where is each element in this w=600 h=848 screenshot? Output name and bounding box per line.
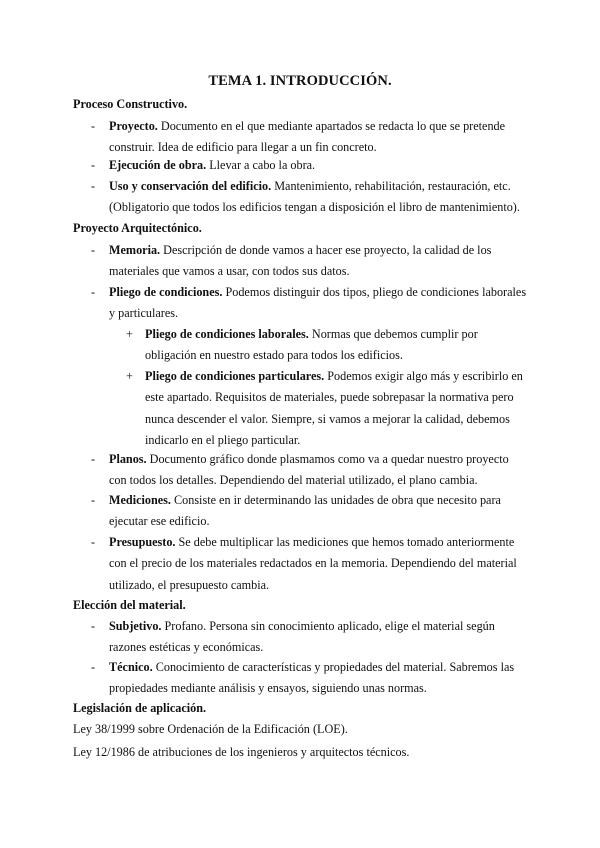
item-text: Documento gráfico donde plasmamos como va a quedar nuestro proyecto con todos los detalles. Dependiendo del material utilizado, el plano cambia. bbox=[109, 452, 509, 488]
item-term: Memoria. bbox=[109, 243, 161, 257]
dash-bullet: - bbox=[91, 158, 96, 172]
law-line: Ley 12/1986 de atribuciones de los ingenieros y arquitectos técnicos. bbox=[73, 745, 410, 759]
item-text: Profano. Persona sin conocimiento aplicado, elige el material según razones estéticas y económicas. bbox=[109, 619, 495, 655]
dash-bullet: - bbox=[91, 285, 96, 299]
item-term: Proyecto. bbox=[109, 119, 158, 133]
item-text: Podemos distinguir dos tipos, pliego de condiciones laborales y particulares. bbox=[109, 285, 527, 321]
dash-bullet: - bbox=[91, 535, 96, 549]
item-text: Se debe multiplicar las mediciones que hemos tomado anteriormente con el precio de los materiales redactados en la memoria. Dependiendo del material utilizado, el presupuesto cambia. bbox=[109, 535, 517, 592]
section-heading-proceso: Proceso Constructivo. bbox=[73, 97, 188, 111]
item-term: Pliego de condiciones laborales. bbox=[145, 327, 309, 341]
item-text: Mantenimiento, rehabilitación, restauración, etc. (Obligatorio que todos los edificios tengan a disposición el libro de mantenimiento). bbox=[109, 179, 520, 215]
dash-bullet: - bbox=[91, 452, 96, 466]
item-text: Documento en el que mediante apartados se redacta lo que se pretende construir. Idea de edificio para llegar a un fin concreto. bbox=[109, 119, 506, 155]
dash-bullet: - bbox=[91, 119, 96, 133]
law-line: Ley 38/1999 sobre Ordenación de la Edificación (LOE). bbox=[73, 722, 348, 736]
item-text: Consiste en ir determinando las unidades de obra que necesito para ejecutar ese edificio. bbox=[109, 493, 501, 529]
plus-bullet: + bbox=[126, 369, 133, 383]
section-heading-proyecto: Proyecto Arquitectónico. bbox=[73, 221, 202, 235]
item-text: Descripción de donde vamos a hacer ese proyecto, la calidad de los materiales que vamos a usar, con todos sus datos. bbox=[109, 243, 492, 279]
item-term: Uso y conservación del edificio. bbox=[109, 179, 272, 193]
item-term: Subjetivo. bbox=[109, 619, 162, 633]
dash-bullet: - bbox=[91, 619, 96, 633]
page-title: TEMA 1. INTRODUCCIÓN. bbox=[208, 73, 392, 89]
dash-bullet: - bbox=[91, 243, 96, 257]
section-heading-eleccion: Elección del material. bbox=[73, 598, 186, 612]
dash-bullet: - bbox=[91, 179, 96, 193]
item-text: Podemos exigir algo más y escribirlo en este apartado. Requisitos de materiales, puede sobrepasar la normativa pero nunca descender el valor. Siempre, si vamos a mejorar la calidad, debemos indicarlo en el pliego particular. bbox=[145, 369, 523, 447]
plus-bullet: + bbox=[126, 327, 133, 341]
item-text: Llevar a cabo la obra. bbox=[206, 158, 316, 172]
dash-bullet: - bbox=[91, 660, 96, 674]
dash-bullet: - bbox=[91, 493, 96, 507]
item-term: Técnico. bbox=[109, 660, 153, 674]
section-heading-legislacion: Legislación de aplicación. bbox=[73, 701, 207, 715]
item-text: Conocimiento de características y propiedades del material. Sabremos las propiedades mediante análisis y ensayos, siguiendo unas normas. bbox=[109, 660, 515, 696]
item-term: Pliego de condiciones particulares. bbox=[145, 369, 325, 383]
item-term: Planos. bbox=[109, 452, 147, 466]
item-term: Ejecución de obra. bbox=[109, 158, 207, 172]
item-term: Presupuesto. bbox=[109, 535, 176, 549]
item-text: Normas que debemos cumplir por obligación en nuestro estado para todos los edificios. bbox=[145, 327, 478, 363]
item-term: Mediciones. bbox=[109, 493, 171, 507]
item-term: Pliego de condiciones. bbox=[109, 285, 223, 299]
